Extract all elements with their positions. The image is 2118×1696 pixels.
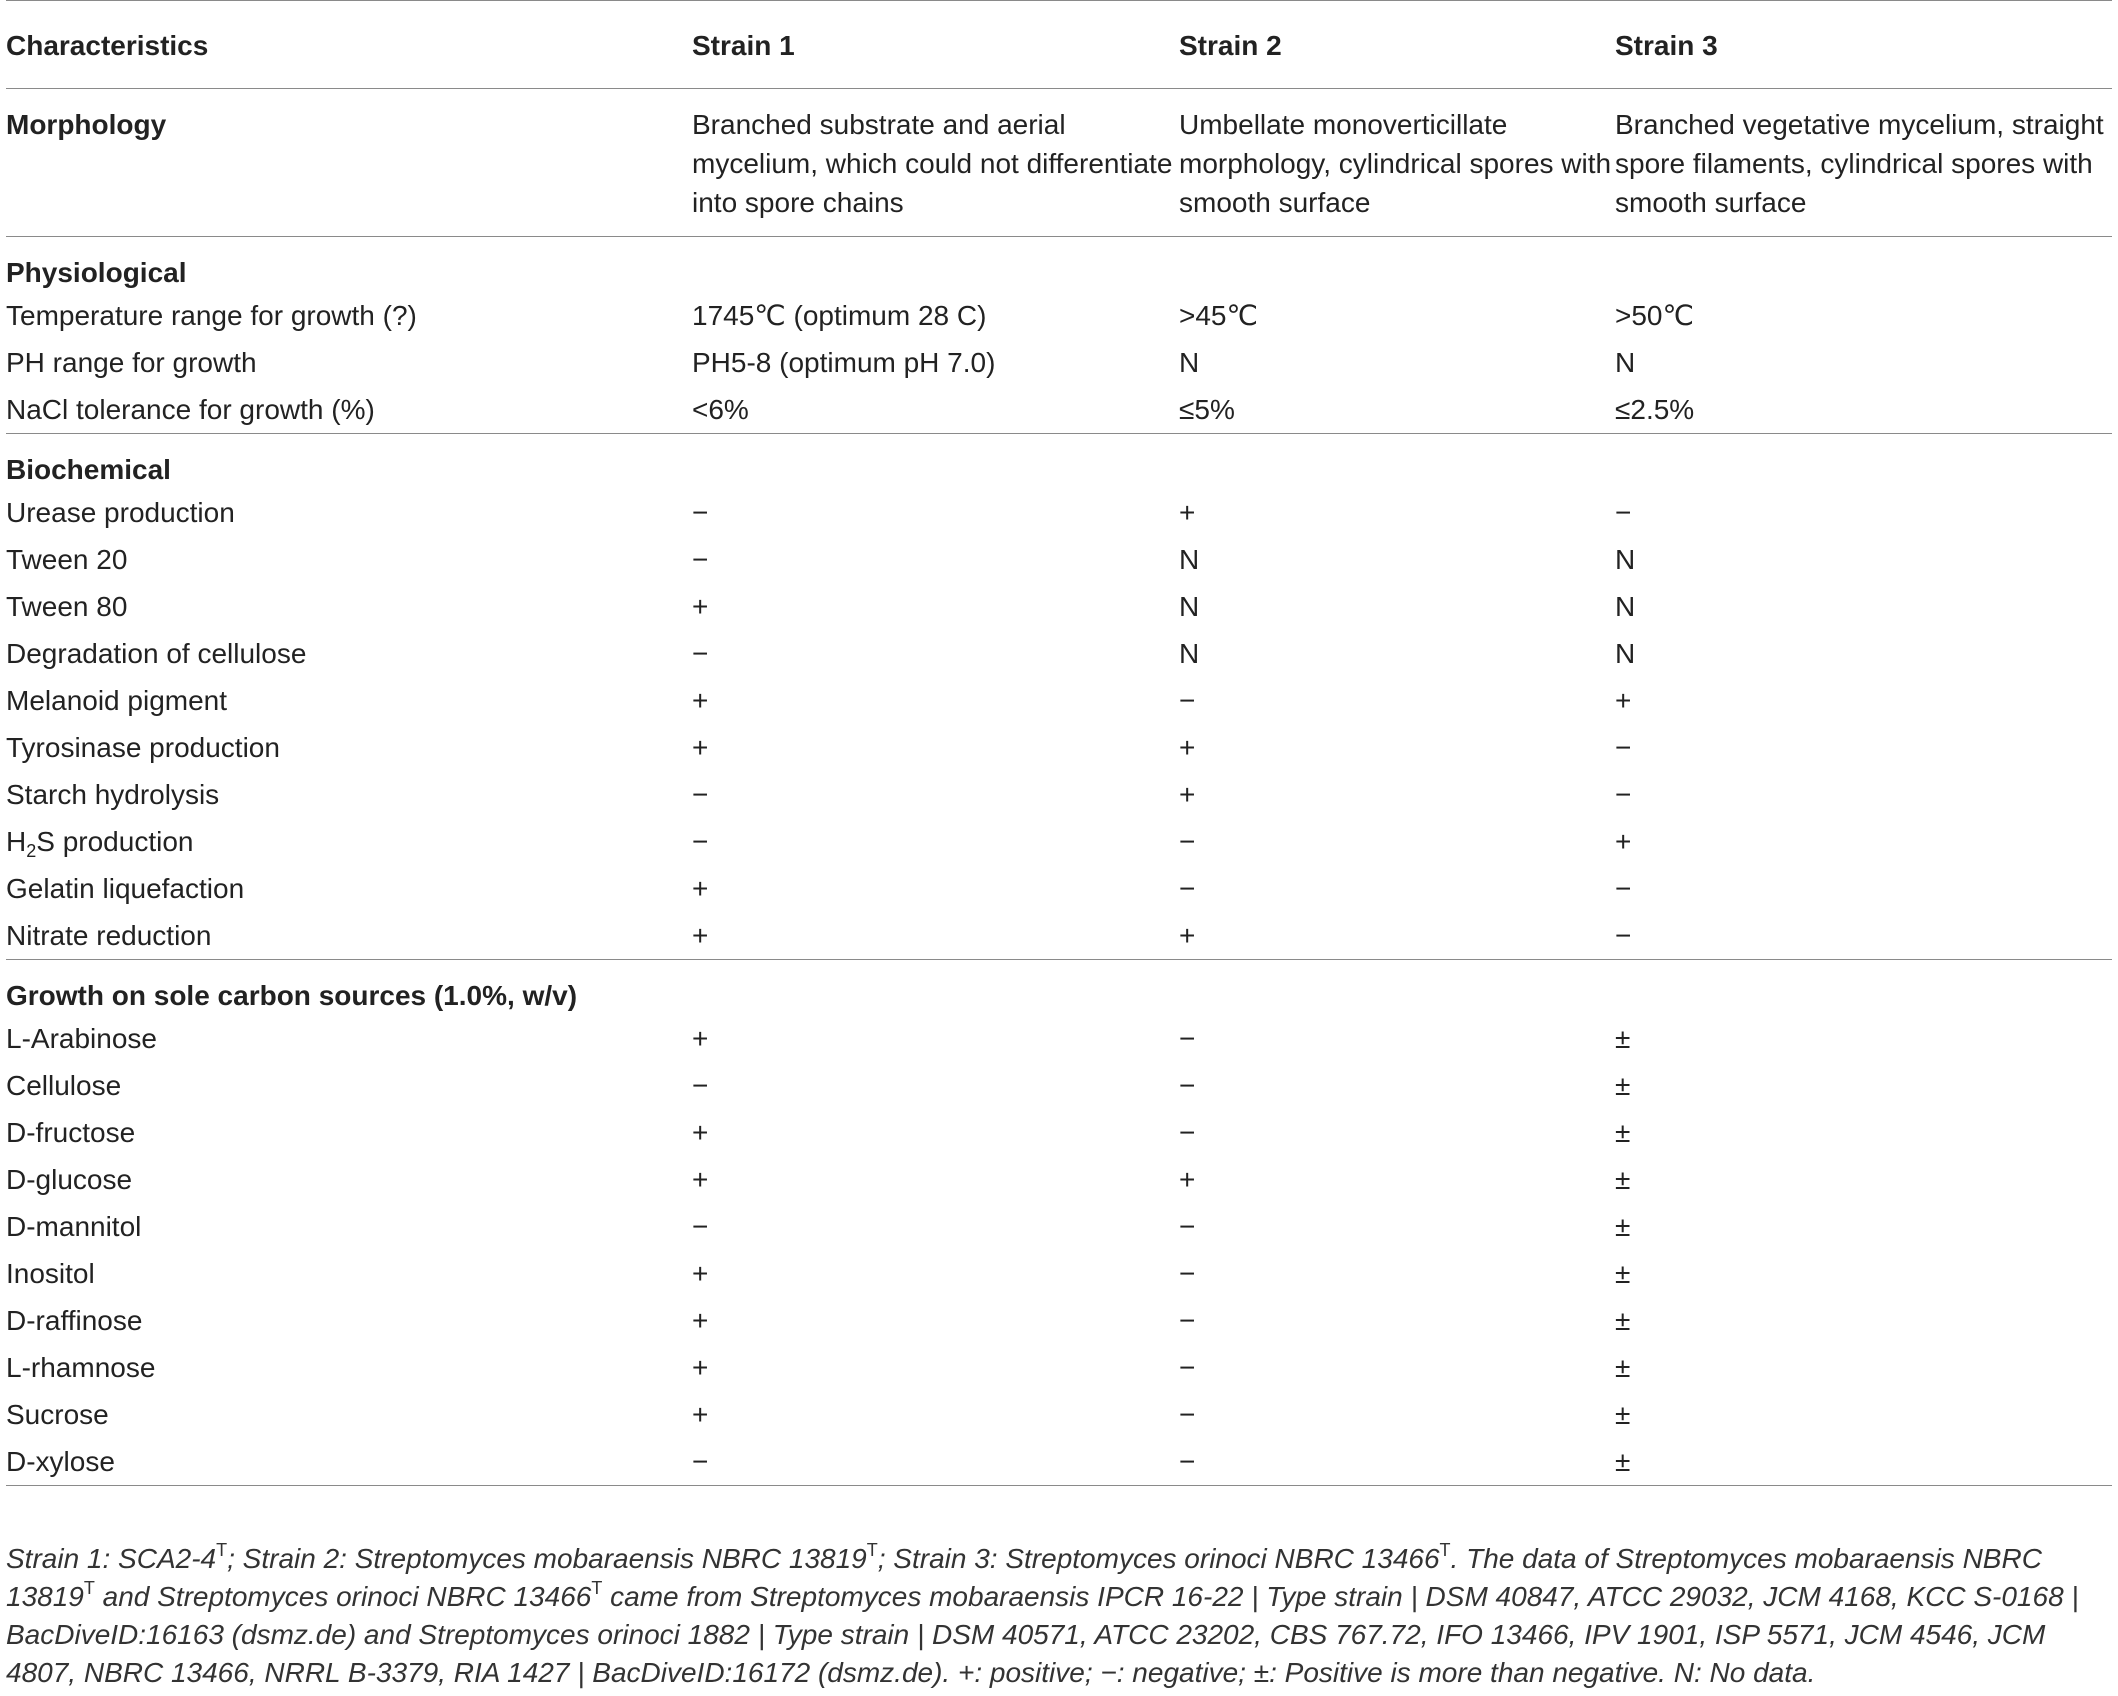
cell-strain-3: ± — [1615, 1211, 1631, 1242]
header-strain-3: Strain 3 — [1615, 8, 2112, 89]
cell-strain-1: PH5-8 (optimum pH 7.0) — [692, 347, 996, 378]
cell-strain-3: ± — [1615, 1399, 1631, 1430]
table-row — [6, 1297, 2112, 1344]
table-row — [6, 1203, 2112, 1250]
cell-strain-3: − — [1615, 873, 1632, 904]
table-row — [6, 912, 2112, 960]
table-row — [6, 1062, 2112, 1109]
cell-strain-1: − — [692, 497, 709, 528]
cell-strain-1: + — [692, 1164, 709, 1195]
row-label: Tyrosinase production — [6, 732, 280, 763]
table-row — [6, 489, 2112, 536]
table-row — [6, 1015, 2112, 1062]
cell-strain-2: − — [1179, 1305, 1196, 1336]
type-strain-superscript: T — [83, 1578, 95, 1598]
table-row — [6, 386, 2112, 434]
section-title: Physiological — [6, 237, 2112, 293]
cell-strain-3: N — [1615, 347, 1636, 378]
table-row — [6, 724, 2112, 771]
cell-strain-3: ± — [1615, 1352, 1631, 1383]
type-strain-superscript: T — [591, 1578, 603, 1598]
cell-strain-1: + — [692, 1023, 709, 1054]
cell-strain-2: − — [1179, 826, 1196, 857]
cell-strain-1: + — [692, 685, 709, 716]
header-strain-1: Strain 1 — [692, 8, 1179, 89]
morphology-strain-2: Umbellate monoverticillate morphology, cylindrical spores with smooth surface — [1179, 109, 1612, 218]
table-row — [6, 771, 2112, 818]
cell-strain-3: N — [1615, 638, 1636, 669]
row-label: Nitrate reduction — [6, 920, 212, 951]
row-label: D-xylose — [6, 1438, 692, 1486]
footnote-text: ; Strain 2: Streptomyces mobaraensis NBRC 13819 — [227, 1543, 867, 1574]
table-row — [6, 536, 2112, 583]
cell-strain-2: − — [1179, 685, 1196, 716]
cell-strain-1: + — [692, 1352, 709, 1383]
cell-strain-3: − — [1615, 732, 1632, 763]
cell-strain-1: + — [692, 920, 709, 951]
row-label: Tween 80 — [6, 591, 128, 622]
cell-strain-1: + — [692, 1117, 709, 1148]
cell-strain-2: − — [1179, 1438, 1615, 1486]
row-label: Cellulose — [6, 1070, 122, 1101]
cell-strain-2: N — [1179, 638, 1200, 669]
section-title: Biochemical — [6, 434, 2112, 490]
cell-strain-2: − — [1179, 1070, 1196, 1101]
type-strain-superscript: T — [866, 1540, 878, 1560]
cell-strain-2: + — [1179, 779, 1196, 810]
row-label: Melanoid pigment — [6, 685, 228, 716]
row-label: L-rhamnose — [6, 1352, 156, 1383]
table-row — [6, 630, 2112, 677]
cell-strain-2: N — [1179, 591, 1200, 622]
cell-strain-3: ± — [1615, 1117, 1631, 1148]
row-label: D-raffinose — [6, 1305, 143, 1336]
cell-strain-1: − — [692, 544, 709, 575]
cell-strain-3: ± — [1615, 1258, 1631, 1289]
row-label: NaCl tolerance for growth (%) — [6, 394, 375, 425]
row-label: Inositol — [6, 1258, 95, 1289]
cell-strain-2: + — [1179, 732, 1196, 763]
row-label: PH range for growth — [6, 347, 257, 378]
table-row — [6, 1109, 2112, 1156]
cell-strain-3: + — [1615, 685, 1632, 716]
cell-strain-1: 1745℃ (optimum 28 C) — [692, 300, 987, 331]
header-row — [6, 8, 2112, 89]
cell-strain-1: <6% — [692, 394, 749, 425]
cell-strain-2: N — [1179, 347, 1200, 378]
table-row — [6, 865, 2112, 912]
cell-strain-1: + — [692, 591, 709, 622]
table-row — [6, 677, 2112, 724]
table-container — [6, 0, 2112, 1486]
cell-strain-3: − — [1615, 920, 1632, 951]
cell-strain-3: − — [1615, 779, 1632, 810]
morphology-row — [6, 89, 2112, 237]
row-label: L-Arabinose — [6, 1023, 157, 1054]
cell-strain-2: − — [1179, 1399, 1196, 1430]
cell-strain-3: ± — [1615, 1438, 2112, 1486]
cell-strain-2: − — [1179, 1258, 1196, 1289]
cell-strain-3: ≤2.5% — [1615, 394, 1695, 425]
row-label: Tween 20 — [6, 544, 128, 575]
cell-strain-1: + — [692, 1258, 709, 1289]
label-part: H — [6, 826, 27, 857]
table-row — [6, 1156, 2112, 1203]
morphology-strain-1: Branched substrate and aerial mycelium, which could not differentiate into spore chains — [692, 109, 1173, 218]
top-rule — [6, 1, 2112, 9]
footnote-text: . The data of Streptomyces mobaraensis NBRC 13819 — [6, 1543, 2042, 1612]
cell-strain-2: >45℃ — [1179, 300, 1258, 331]
cell-strain-3: ± — [1615, 1023, 1631, 1054]
table-row — [6, 1391, 2112, 1438]
table-row — [6, 818, 2112, 865]
cell-strain-2: − — [1179, 1117, 1196, 1148]
type-strain-superscript: T — [216, 1540, 228, 1560]
cell-strain-3: − — [1615, 497, 1632, 528]
cell-strain-3: ± — [1615, 1070, 1631, 1101]
cell-strain-2: ≤5% — [1179, 394, 1235, 425]
row-label: D-mannitol — [6, 1211, 142, 1242]
cell-strain-1: − — [692, 1211, 709, 1242]
cell-strain-3: >50℃ — [1615, 300, 1694, 331]
cell-strain-2: − — [1179, 1023, 1196, 1054]
cell-strain-1: − — [692, 1438, 1179, 1486]
cell-strain-3: N — [1615, 591, 1636, 622]
row-label: Degradation of cellulose — [6, 638, 307, 669]
cell-strain-1: − — [692, 638, 709, 669]
cell-strain-1: − — [692, 826, 709, 857]
cell-strain-1: + — [692, 873, 709, 904]
footnote-text: ; Strain 3: Streptomyces orinoci NBRC 13466 — [877, 1543, 1440, 1574]
row-label: Gelatin liquefaction — [6, 873, 245, 904]
footnote-text: and Streptomyces orinoci NBRC 13466 — [94, 1581, 592, 1612]
characteristics-table — [6, 0, 2112, 1486]
row-label — [6, 818, 692, 865]
row-label: D-glucose — [6, 1164, 133, 1195]
header-strain-2: Strain 2 — [1179, 8, 1615, 89]
cell-strain-3: N — [1615, 544, 1636, 575]
table-row — [6, 1250, 2112, 1297]
cell-strain-1: + — [692, 732, 709, 763]
section-carbon-sources — [6, 960, 2112, 1016]
cell-strain-2: − — [1179, 1352, 1196, 1383]
cell-strain-3: + — [1615, 826, 1632, 857]
label-part: S production — [36, 826, 194, 857]
row-label: Temperature range for growth (?) — [6, 300, 417, 331]
section-biochemical — [6, 434, 2112, 490]
cell-strain-2: − — [1179, 873, 1196, 904]
header-characteristics: Characteristics — [6, 8, 692, 89]
cell-strain-1: − — [692, 779, 709, 810]
section-title: Growth on sole carbon sources (1.0%, w/v) — [6, 960, 2112, 1016]
section-physiological — [6, 237, 2112, 293]
cell-strain-2: + — [1179, 1164, 1196, 1195]
cell-strain-2: N — [1179, 544, 1200, 575]
table-row — [6, 1438, 2112, 1486]
table-row — [6, 583, 2112, 630]
cell-strain-1: − — [692, 1070, 709, 1101]
label-subscript: 2 — [26, 841, 37, 861]
cell-strain-3: ± — [1615, 1305, 1631, 1336]
footnote-text: came from Streptomyces mobaraensis IPCR 16-22 | Type strain | DSM 40847, ATCC 29032, JCM 4168, KCC S-0168 | BacDiveID:16163 (dsmz.de) and Streptomyces orinoci 1882 | Type strain | DSM 40571, ATCC 23202, CBS 767.72, IFO 13466, IPV 1901, ISP 5571, JCM 4546, JCM 4807, NBRC 13466, NRRL B-3379, RIA 1427 | BacDiveID:16172 (dsmz.de). +: positive; −: negative; ±: Positive is more than negative. N: No data. — [6, 1581, 2079, 1688]
type-strain-superscript: T — [1439, 1540, 1451, 1560]
footnote-text: Strain 1: SCA2-4 — [6, 1543, 217, 1574]
table-row — [6, 339, 2112, 386]
morphology-strain-3: Branched vegetative mycelium, straight spore filaments, cylindrical spores with smooth surface — [1615, 109, 2104, 218]
cell-strain-1: + — [692, 1399, 709, 1430]
table-footnote — [6, 1540, 2112, 1692]
morphology-label: Morphology — [6, 109, 167, 140]
cell-strain-2: + — [1179, 920, 1196, 951]
cell-strain-2: − — [1179, 1211, 1196, 1242]
row-label: D-fructose — [6, 1117, 136, 1148]
cell-strain-2: + — [1179, 497, 1196, 528]
table-row — [6, 292, 2112, 339]
row-label: Starch hydrolysis — [6, 779, 220, 810]
cell-strain-3: ± — [1615, 1164, 1631, 1195]
cell-strain-1: + — [692, 1305, 709, 1336]
row-label: Sucrose — [6, 1399, 109, 1430]
row-label: Urease production — [6, 497, 235, 528]
table-row — [6, 1344, 2112, 1391]
